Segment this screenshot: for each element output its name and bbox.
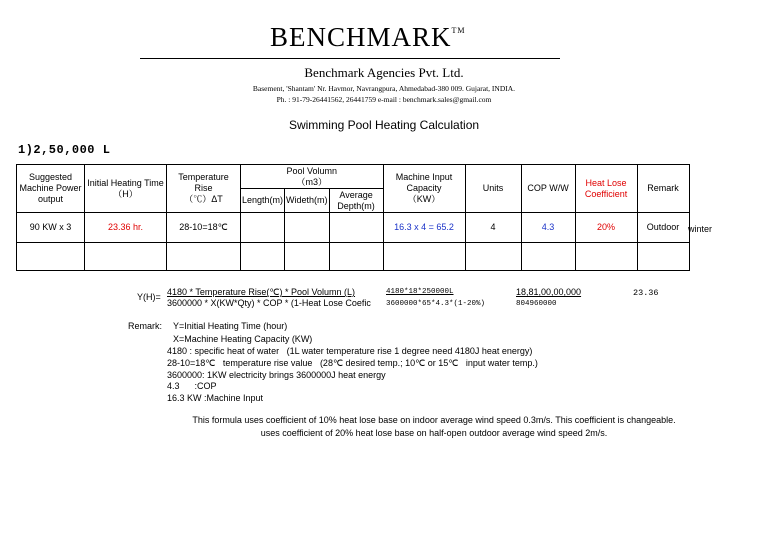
section-heading: 1)2,50,000 L bbox=[18, 143, 111, 157]
header-power: Suggested Machine Power output bbox=[17, 165, 85, 213]
header-input-capacity: Machine Input Capacity （KW） bbox=[383, 165, 465, 213]
note-outdoor: uses coefficient of 20% heat lose base on half-open outdoor average wind speed 2m/s. bbox=[260, 428, 608, 438]
cell-power: 90 KW x 3 bbox=[17, 213, 85, 243]
remark-line: 3600000: 1KW electricity brings 3600000J heat energy bbox=[167, 370, 386, 380]
table-row bbox=[17, 243, 690, 271]
page-title: Swimming Pool Heating Calculation bbox=[288, 118, 480, 132]
remark-line: 4.3 :COP bbox=[167, 381, 217, 391]
header-pool-volumn: Pool Volumn （m3） bbox=[241, 165, 384, 189]
cell-input-capacity: 16.3 x 4 = 65.2 bbox=[383, 213, 465, 243]
header-units: Units bbox=[465, 165, 521, 213]
header-width: Wideth(m) bbox=[285, 189, 330, 213]
remark-line: 4180 : specific heat of water (1L water temperature rise 1 degree need 4180J heat energy) bbox=[167, 346, 533, 356]
logo-text: BENCHMARK bbox=[270, 22, 452, 52]
cell-remark: Outdoor bbox=[637, 213, 689, 243]
header-initial-heating: Initial Heating Time （H） bbox=[85, 165, 167, 213]
remark-line: 16.3 KW :Machine Input bbox=[167, 393, 264, 403]
cell-width bbox=[285, 213, 330, 243]
formula-right-denominator: 804960000 bbox=[516, 300, 557, 308]
cell-heat-lose: 20% bbox=[575, 213, 637, 243]
header-cop: COP W/W bbox=[521, 165, 575, 213]
header-depth: Average Depth(m) bbox=[329, 189, 383, 213]
cell-depth bbox=[329, 213, 383, 243]
header-heat-lose: Heat Lose Coefficient bbox=[575, 165, 637, 213]
note-indoor: This formula uses coefficient of 10% heat lose base on indoor average wind speed 0.3m/s. This coefficient is changeable. bbox=[192, 415, 676, 425]
formula-right-numerator: 18,81,00,00,000 bbox=[516, 287, 582, 297]
cell-cop: 4.3 bbox=[521, 213, 575, 243]
header-remark: Remark bbox=[637, 165, 689, 213]
company-contact: Ph. : 91-79-26441562, 26441759 e-mail : benchmark.sales@gmail.com bbox=[276, 95, 492, 104]
company-logo bbox=[270, 22, 466, 53]
remark-line: 28-10=18℃ temperature rise value (28℃ desired temp.; 10℃ or 15℃ input water temp.) bbox=[167, 358, 538, 368]
header-temp-rise: Temperature Rise （℃）ΔT bbox=[167, 165, 241, 213]
header-divider bbox=[140, 58, 560, 59]
table-row bbox=[17, 213, 690, 243]
season-note: winter bbox=[688, 224, 713, 234]
trademark-mark: TM bbox=[451, 26, 466, 35]
cell-initial-heating: 23.36 hr. bbox=[85, 213, 167, 243]
remark-line: X=Machine Heating Capacity (KW) bbox=[173, 334, 313, 344]
formula-denominator: 3600000 * X(KW*Qty) * COP * (1-Heat Lose Coefic bbox=[167, 298, 371, 308]
remark-label: Remark: bbox=[128, 321, 163, 331]
formula-mid-denominator: 3600000*65*4.3*(1-20%) bbox=[386, 300, 486, 308]
cell-units: 4 bbox=[465, 213, 521, 243]
formula-mid-numerator: 4180*18*250000L bbox=[386, 288, 454, 296]
cell-length bbox=[241, 213, 285, 243]
company-address: Basement, 'Shantam' Nr. Havmor, Navrangpura, Ahmedabad-380 009. Gujarat, INDIA. bbox=[252, 84, 516, 93]
company-name: Benchmark Agencies Pvt. Ltd. bbox=[304, 65, 464, 80]
formula-result: 23.36 bbox=[633, 288, 659, 298]
formula-label: Y(H)= bbox=[137, 292, 161, 302]
cell-temp-rise: 28-10=18℃ bbox=[167, 213, 241, 243]
header-length: Length(m) bbox=[241, 189, 285, 213]
remark-line: Y=Initial Heating Time (hour) bbox=[173, 321, 288, 331]
formula-numerator: 4180 * Temperature Rise(℃) * Pool Volumn (L) bbox=[167, 287, 356, 297]
calculation-table bbox=[16, 164, 690, 271]
